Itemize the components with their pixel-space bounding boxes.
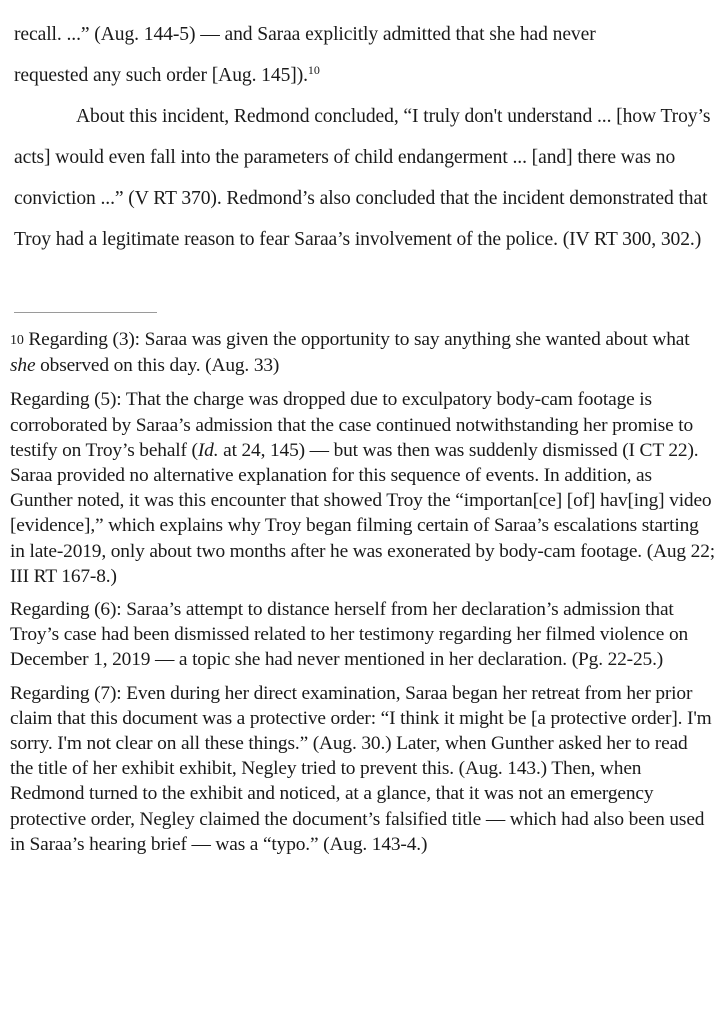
footnotes-section xyxy=(10,327,715,865)
paragraph-redmond-conclusion: About this incident, Redmond concluded, “I truly don't understand ... [how Troy’s acts] would even fall into the parameters of child endangerment ... [and] there was no conviction ...” (V RT 370). Redmond’s also concluded that the incident demonstrated that Troy had a legitimate reason to fear Saraa’s involvement of the police. (IV RT 300, 302.) xyxy=(14,106,711,250)
footnote-text: Regarding (5): That the charge was dropped due to exculpatory body-cam footage is corroborated by Saraa’s admission that the case continued notwithstanding her promise to testify on Troy’s behalf ( xyxy=(10,389,694,461)
paragraph-continuation xyxy=(14,14,714,96)
footnote-text: observed on this day. (Aug. 33) xyxy=(35,355,280,377)
footnote-number: 10 xyxy=(10,333,24,348)
footnote-separator xyxy=(14,312,157,313)
footnote-reference[interactable]: 10 xyxy=(307,63,320,77)
footnote-regarding-5 xyxy=(10,387,715,589)
footnote-text: at 24, 145) — but was then was suddenly dismissed (I CT 22). Saraa provided no alternative explanation for this sequence of events. In addition, as Gunther noted, it was this encounter that showed Troy the “importan[ce] [of] hav[ing] video [evidence],” which explains why Troy began filming certain of Saraa’s escalations starting in late-2019, only about two months after he was exonerated by body-cam footage. (Aug 22; III RT 167-8.) xyxy=(10,439,715,587)
paragraph-line-2: requested any such order [Aug. 145]). xyxy=(14,65,308,86)
footnote-text: Regarding (3): Saraa was given the opportunity to say anything she wanted about what xyxy=(23,329,690,350)
main-text xyxy=(14,14,714,260)
footnote-regarding-7: Regarding (7): Even during her direct examination, Saraa began her retreat from her prior claim that this document was a protective order: “I think it might be [a protective order]. I'm sorry. I'm not clear on all these things.” (Aug. 30.) Later, when Gunther asked her to read the title of her exhibit exhibit, Negley tried to prevent this. (Aug. 143.) Then, when Redmond turned to the exhibit and noticed, at a glance, that it was not an emergency protective order, Negley claimed the document’s falsified title — which had also been used in Saraa’s hearing brief — was a “typo.” (Aug. 143-4.) xyxy=(10,682,712,855)
footnote-10 xyxy=(10,327,715,378)
paragraph-line-1: recall. ...” (Aug. 144-5) — and Saraa explicitly admitted that she had never xyxy=(14,24,596,45)
footnote-emphasis: she xyxy=(10,355,36,377)
footnote-emphasis: Id. xyxy=(197,439,219,461)
footnote-regarding-6: Regarding (6): Saraa’s attempt to distance herself from her declaration’s admission that Troy’s case had been dismissed related to her testimony regarding her filmed violence on December 1, 2019 — a topic she had never mentioned in her declaration. (Pg. 22-25.) xyxy=(10,599,689,671)
